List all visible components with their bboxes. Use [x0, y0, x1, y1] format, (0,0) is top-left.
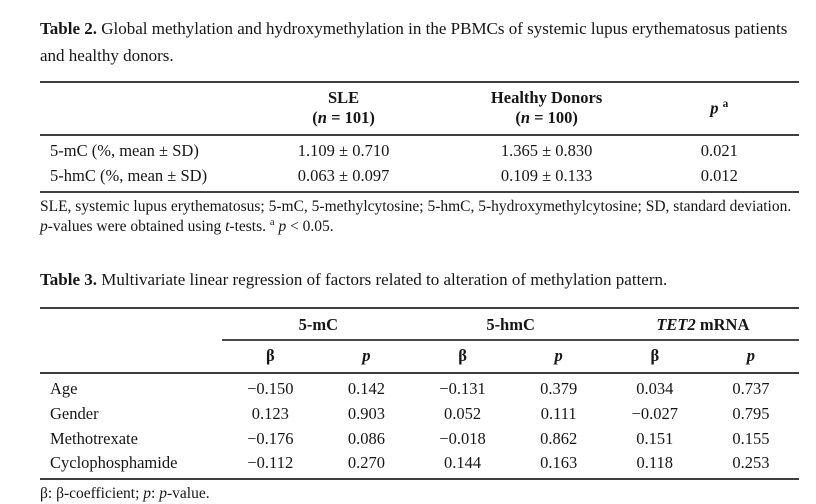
value-cell: 0.253: [703, 451, 799, 479]
value-cell: 0.903: [347, 403, 385, 423]
table3: [40, 307, 799, 481]
row-label-cell: 5-hmC (%, mean ± SD): [40, 164, 234, 192]
value-cell: 0.142: [347, 379, 385, 399]
value-cell: 0.144: [414, 451, 510, 479]
table3-row-age: [40, 373, 799, 402]
table2-header-healthy-n: (n = 100): [515, 108, 578, 128]
table3-row-cyclophosphamide: [40, 451, 799, 479]
value-cell: 1.109 ± 0.710: [297, 140, 390, 160]
table3-block: [40, 266, 799, 503]
value-cell: 0.111: [540, 403, 577, 423]
table2-header-sle-n: (n = 101): [312, 108, 375, 128]
table3-group-5mc: 5-mC: [222, 308, 414, 341]
value-cell: 0.012: [640, 164, 799, 192]
table2-block: [40, 15, 799, 236]
value-cell: 0.163: [511, 451, 607, 479]
value-cell: 0.052: [443, 403, 482, 423]
value-cell: −0.131: [439, 379, 486, 399]
table3-row-methotrexate: [40, 427, 799, 452]
table3-subheader-p: p: [318, 340, 414, 373]
table2-header-row: [40, 82, 799, 135]
table3-footnote: β: β-coefficient; p: p-value.: [40, 485, 210, 503]
table2-footnote: SLE, systemic lupus erythematosus; 5-mC, 5-methylcytosine; 5-hmC, 5-hydroxymethylcytosine; SD, standard deviation. p-values were obtained using t-tests. $^a$ p < 0.05.: [40, 197, 792, 236]
table3-subheader-blank: [40, 340, 222, 373]
table3-subheader-row: [40, 340, 799, 373]
table2-header-sle-title: SLE: [327, 88, 360, 108]
table3-subheader-beta: β: [222, 340, 318, 373]
value-cell: 0.795: [732, 403, 770, 423]
value-cell: −0.150: [247, 379, 294, 399]
table3-group-header-row: [40, 308, 799, 341]
value-cell: 0.109 ± 0.133: [454, 164, 640, 192]
row-label-cell: Methotrexate: [50, 428, 138, 448]
row-label-cell: 5-mC (%, mean ± SD): [50, 140, 199, 160]
table2-row-5mc: [40, 135, 799, 164]
table3-group-tet2: TET2 mRNA: [607, 308, 799, 341]
value-cell: −0.176: [247, 428, 294, 448]
table3-group-blank: [40, 308, 222, 341]
value-cell: −0.018: [439, 428, 486, 448]
table2: [40, 81, 799, 192]
value-cell: 0.155: [732, 428, 770, 448]
table3-subheader-beta: β: [607, 340, 703, 373]
row-label-cell: Age: [50, 379, 78, 399]
value-cell: 0.123: [251, 403, 289, 423]
row-label-cell: Gender: [50, 403, 99, 423]
table3-group-5hmc: 5-hmC: [414, 308, 606, 341]
table3-caption: Table 3. Multivariate linear regression of factors related to alteration of methylation pattern.: [40, 270, 668, 290]
value-cell: −0.112: [222, 451, 318, 479]
value-cell: 0.034: [636, 379, 674, 399]
value-cell: 0.862: [540, 428, 578, 448]
table3-row-gender: [40, 402, 799, 427]
table2-header-blank: [40, 82, 234, 135]
value-cell: 0.021: [700, 140, 738, 160]
table2-row-5hmc: [40, 164, 799, 192]
row-label-cell: Cyclophosphamide: [40, 451, 222, 479]
value-cell: 0.118: [607, 451, 703, 479]
value-cell: 0.151: [636, 428, 674, 448]
value-cell: 0.086: [347, 428, 385, 448]
value-cell: 0.270: [318, 451, 414, 479]
table3-subheader-p: p: [703, 340, 799, 373]
table2-header-sle: [234, 82, 454, 135]
value-cell: 0.063 ± 0.097: [234, 164, 454, 192]
table2-header-healthy: [454, 82, 640, 135]
table2-caption: Table 2. Global methylation and hydroxymethylation in the PBMCs of systemic lupus erythematosus patients and healthy donors.: [40, 19, 788, 66]
value-cell: 1.365 ± 0.830: [500, 140, 593, 160]
table3-subheader-p: p: [511, 340, 607, 373]
value-cell: 0.737: [732, 379, 770, 399]
value-cell: 0.379: [540, 379, 578, 399]
table3-subheader-beta: β: [414, 340, 510, 373]
page: [40, 15, 799, 504]
table2-header-healthy-title: Healthy Donors: [490, 88, 603, 108]
table2-header-pvalue: p $^a$: [640, 82, 799, 135]
value-cell: −0.027: [631, 403, 679, 423]
